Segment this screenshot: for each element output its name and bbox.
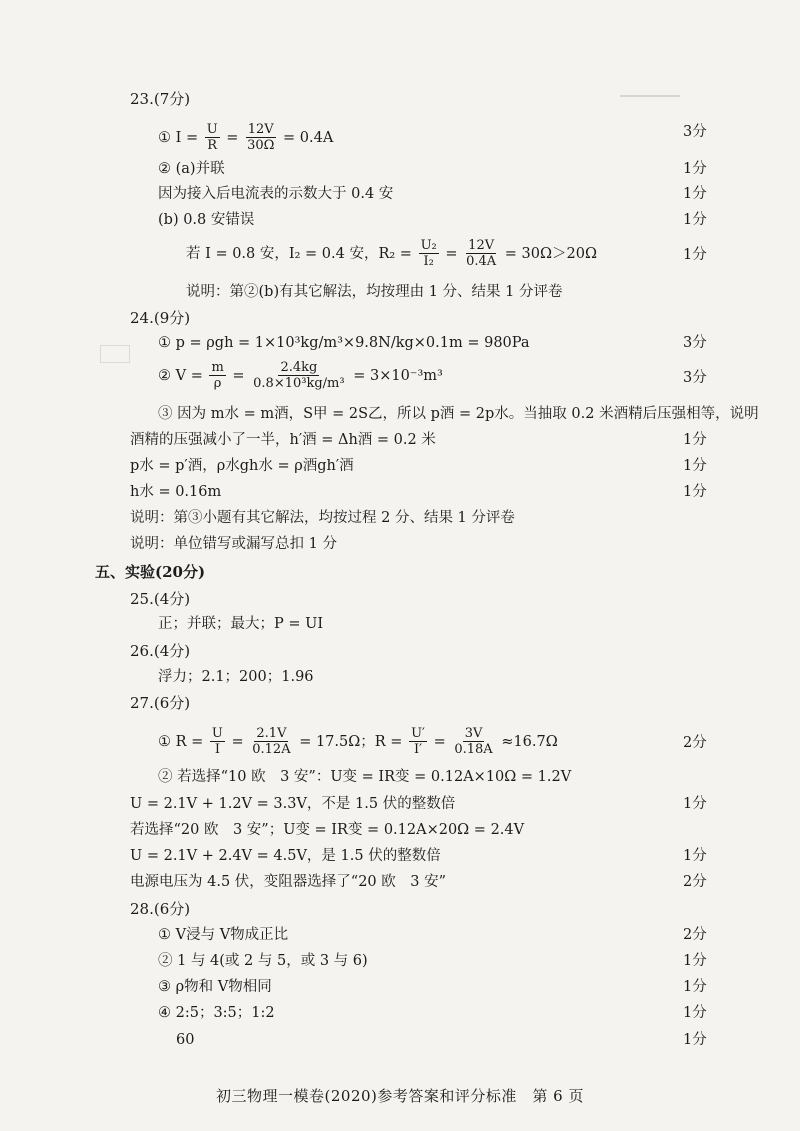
q25-answer: 正；并联；最大；P = UI xyxy=(158,616,324,632)
q28-line5: 60 xyxy=(176,1032,195,1048)
q24-line2-circ: ② xyxy=(158,367,171,384)
frac-num: 12V xyxy=(247,122,274,137)
q23-line4: (b) 0.8 安错误 xyxy=(158,212,255,228)
q23-line1-rhs: = 0.4A xyxy=(283,129,334,146)
q23-line4-score: 1分 xyxy=(683,212,707,228)
q23-line5-rhs: = 30Ω＞20Ω xyxy=(504,245,597,262)
frac-den: 30Ω xyxy=(247,138,275,153)
q23-line1-mid: = xyxy=(226,129,239,146)
frac-num: 12V xyxy=(468,238,495,253)
q28-line4: ④ 2:5；3:5；1:2 xyxy=(158,1005,275,1021)
q27-line1-e: ≈16.7Ω xyxy=(501,733,558,750)
q28-line3-score: 1分 xyxy=(683,979,707,995)
frac-den: I′ xyxy=(413,742,423,757)
frac-den: 0.8×10³kg/m³ xyxy=(253,376,345,391)
q24-line1-score: 3分 xyxy=(683,335,707,351)
q24-note1: 说明：第③小题有其它解法，均按过程 2 分、结果 1 分评卷 xyxy=(130,510,515,526)
frac-num: U′ xyxy=(411,726,425,741)
q27-line1-score: 2分 xyxy=(683,735,707,751)
q23-fraction-values2 xyxy=(464,238,498,269)
frac-num: m xyxy=(211,360,224,375)
q28-line4-score: 1分 xyxy=(683,1005,707,1021)
q24-line2 xyxy=(158,360,443,391)
frac-den: 0.18A xyxy=(454,742,493,757)
q23-line2-score: 1分 xyxy=(683,161,707,177)
q25-header: 25.(4分) xyxy=(130,590,191,608)
q23-header: 23.(7分) xyxy=(130,90,191,108)
q24-line4: 酒精的压强减小了一半，h′酒 = Δh酒 = 0.2 米 xyxy=(130,432,436,448)
q24-line2-rhs: = 3×10⁻³m³ xyxy=(353,367,443,384)
q23-line5-score: 1分 xyxy=(683,247,707,263)
frac-num: U₂ xyxy=(420,238,437,253)
q27-line6-score: 2分 xyxy=(683,874,707,890)
scan-artifact xyxy=(620,95,680,97)
q27-line5-score: 1分 xyxy=(683,848,707,864)
q24-line4-score: 1分 xyxy=(683,432,707,448)
frac-num: 3V xyxy=(464,726,483,741)
q28-header: 28.(6分) xyxy=(130,900,191,918)
q24-line1: ① p = ρgh = 1×10³kg/m³×9.8N/kg×0.1m = 980Pa xyxy=(158,335,530,351)
q26-answer: 浮力；2.1；200；1.96 xyxy=(158,669,314,685)
frac-den: 0.4A xyxy=(466,254,497,269)
q27-line1-a: R = xyxy=(175,733,204,750)
section5-title: 五、实验(20分) xyxy=(95,563,206,581)
q23-line5-mid: = xyxy=(445,245,458,262)
q27-line1 xyxy=(158,726,558,757)
q23-note: 说明：第②(b)有其它解法，均按理由 1 分、结果 1 分评卷 xyxy=(186,284,563,300)
q28-line2-score: 1分 xyxy=(683,953,707,969)
q23-fraction-values xyxy=(245,122,276,153)
q28-line3: ③ ρ物和 V物相同 xyxy=(158,979,272,995)
frac-num: 2.1V xyxy=(256,726,287,741)
q24-line6-score: 1分 xyxy=(683,484,707,500)
q27-line1-d: = xyxy=(433,733,446,750)
q23-fraction-u-over-r xyxy=(205,122,220,153)
q23-line3: 因为接入后电流表的示数大于 0.4 安 xyxy=(158,186,394,202)
q24-line5-score: 1分 xyxy=(683,458,707,474)
q26-header: 26.(4分) xyxy=(130,642,191,660)
q24-line2-lhs: V = xyxy=(175,367,203,384)
q24-header: 24.(9分) xyxy=(130,309,191,327)
frac-den: 0.12A xyxy=(252,742,291,757)
frac-num: 2.4kg xyxy=(280,360,318,375)
frac-num: U xyxy=(211,726,223,741)
q24-note2: 说明：单位错写或漏写总扣 1 分 xyxy=(130,536,337,552)
q24-fraction-m-over-rho xyxy=(209,360,225,391)
q23-line1-circ: ① xyxy=(158,129,171,146)
q24-line5: p水 = p′酒，ρ水gh水 = ρ酒gh′酒 xyxy=(130,458,354,474)
q24-line3: ③ 因为 m水 = m酒，S甲 = 2S乙，所以 p酒 = 2p水。当抽取 0.2 米酒精后压强相等，说明 xyxy=(158,406,759,422)
q27-line1-circ: ① xyxy=(158,733,171,750)
page-footer: 初三物理一模卷(2020)参考答案和评分标准 第 6 页 xyxy=(216,1087,584,1105)
q28-line1: ① V浸与 V物成正比 xyxy=(158,927,289,943)
q27-line1-b: = xyxy=(231,733,244,750)
q24-line2-score: 3分 xyxy=(683,370,707,386)
q27-header: 27.(6分) xyxy=(130,694,191,712)
frac-den: I xyxy=(214,742,220,757)
q27-line6: 电源电压为 4.5 伏，变阻器选择了“20 欧 3 安” xyxy=(130,874,446,890)
q27-line1-c: = 17.5Ω；R = xyxy=(299,733,403,750)
q27-fraction-values1 xyxy=(250,726,292,757)
scan-artifact xyxy=(100,345,130,363)
q24-line6: h水 = 0.16m xyxy=(130,484,222,500)
q28-line5-score: 1分 xyxy=(683,1032,707,1048)
q23-line3-score: 1分 xyxy=(683,186,707,202)
q27-fraction-u-over-i xyxy=(210,726,225,757)
q27-line2: ② 若选择“10 欧 3 安”：U变 = IR变 = 0.12A×10Ω = 1.2V xyxy=(158,769,572,785)
q23-line5-lhs: 若 I = 0.8 安，I₂ = 0.4 安，R₂ = xyxy=(186,245,412,262)
q24-fraction-values xyxy=(251,360,346,391)
q27-line3-score: 1分 xyxy=(683,796,707,812)
q24-line2-mid: = xyxy=(232,367,245,384)
q27-fraction-values2 xyxy=(452,726,494,757)
q27-line4: 若选择“20 欧 3 安”；U变 = IR变 = 0.12A×20Ω = 2.4V xyxy=(130,822,525,838)
frac-num: U xyxy=(206,122,218,137)
q23-fraction-u2-over-i2 xyxy=(419,238,439,269)
q27-fraction-u-prime-over-i-prime xyxy=(409,726,427,757)
q23-line5 xyxy=(186,238,597,269)
q23-line1 xyxy=(158,122,333,153)
q23-line2: ② (a)并联 xyxy=(158,161,225,177)
q27-line3: U = 2.1V + 1.2V = 3.3V，不是 1.5 伏的整数倍 xyxy=(130,796,456,812)
q28-line1-score: 2分 xyxy=(683,927,707,943)
frac-den: ρ xyxy=(213,376,222,391)
frac-den: I₂ xyxy=(423,254,434,269)
q23-line1-score: 3分 xyxy=(683,124,707,140)
q27-line5: U = 2.1V + 2.4V = 4.5V，是 1.5 伏的整数倍 xyxy=(130,848,441,864)
q23-line1-lhs: I = xyxy=(175,129,199,146)
q28-line2: ② 1 与 4(或 2 与 5，或 3 与 6) xyxy=(158,953,368,969)
frac-den: R xyxy=(207,138,218,153)
